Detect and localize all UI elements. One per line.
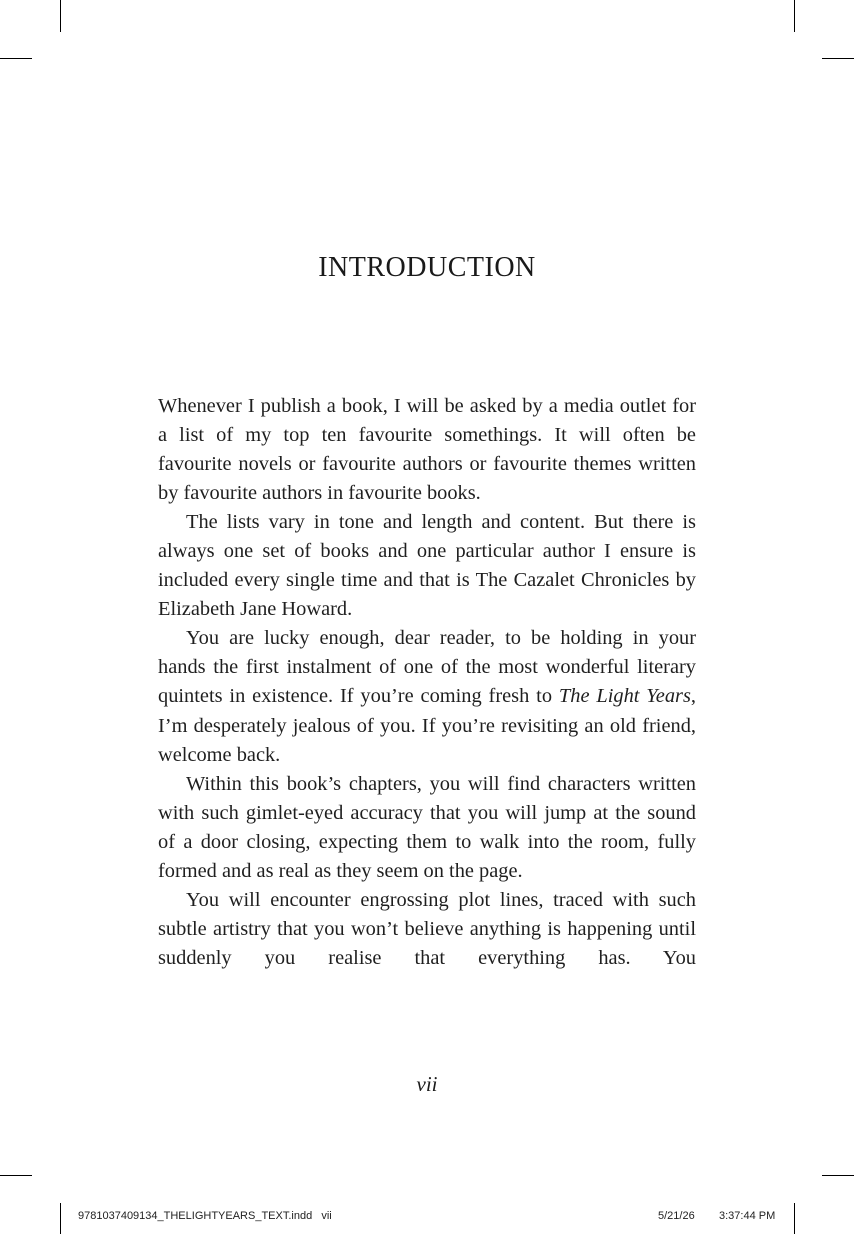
paragraph: The lists vary in tone and length and content. But there is always one set of books and one particular author I ensure is included every single time and that is The Cazalet Chronicles by Elizabeth Jane Howard. bbox=[158, 511, 696, 621]
paragraph bbox=[158, 624, 696, 769]
paragraph-text: , I’m desperately jealous of you. If you’re revisiting an old friend, welcome back. bbox=[158, 685, 696, 766]
paragraph: Within this book’s chapters, you will find characters written with such gimlet-eyed accuracy that you will jump at the sound of a door closing, expecting them to walk into the room, fully formed and as real as they seem on the page. bbox=[158, 772, 696, 882]
crop-mark bbox=[60, 1203, 61, 1234]
crop-mark bbox=[822, 58, 854, 59]
slug-date: 5/21/26 bbox=[658, 1210, 695, 1222]
crop-mark bbox=[0, 58, 32, 59]
chapter-title: INTRODUCTION bbox=[318, 252, 536, 283]
crop-mark bbox=[822, 1175, 854, 1176]
paragraph: Whenever I publish a book, I will be asked by a media outlet for a list of my top ten favourite somethings. It will often be favourite novels or favourite authors or favourite themes written by favourite authors in favourite books. bbox=[158, 395, 696, 505]
crop-mark bbox=[0, 1175, 32, 1176]
book-title-italic: The Light Years bbox=[558, 685, 691, 708]
paragraph-text: You are lucky enough, dear reader, to be holding in your hands the first instalment of one of the most wonderful literary quintets in existence. If you’re coming fresh to bbox=[158, 627, 696, 708]
crop-mark bbox=[794, 0, 795, 32]
slug-filename: 9781037409134_THELIGHTYEARS_TEXT.indd vii bbox=[78, 1210, 332, 1222]
paragraph: You will encounter engrossing plot lines, traced with such subtle artistry that you won’t believe anything is happening until suddenly you realise that everything has. You bbox=[158, 888, 696, 969]
crop-mark bbox=[60, 0, 61, 32]
crop-mark bbox=[794, 1203, 795, 1234]
body-text bbox=[158, 392, 696, 973]
page-number: vii bbox=[416, 1072, 438, 1096]
slug-time: 3:37:44 PM bbox=[719, 1210, 776, 1222]
